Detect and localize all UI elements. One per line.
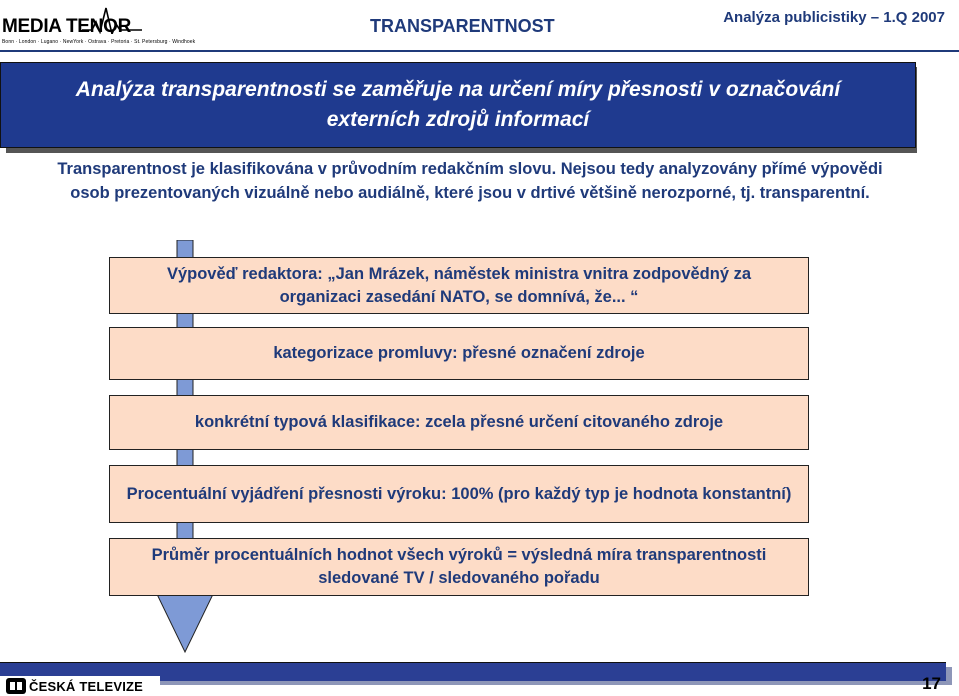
- step-box-average: [109, 538, 809, 596]
- logo-text: MEDIA TENOR: [2, 16, 131, 37]
- step-text: Výpověď redaktora: „Jan Mrázek, náměstek ministra vnitra zodpovědný za organizaci zasedání NATO, se domnívá, že... “: [166, 264, 752, 306]
- step-text: konkrétní typová klasifikace: zcela přesné určení citovaného zdroje: [194, 413, 724, 431]
- step-box-classification: [109, 395, 809, 450]
- step-text: kategorizace promluvy: přesné označení zdroje: [273, 344, 645, 362]
- banner-text: Analýza transparentnosti se zaměřuje na určení míry přesnosti v označování externích zdrojů informací: [75, 78, 841, 131]
- step-box-statement: [109, 257, 809, 314]
- logo-cities: Bonn · London · Lugano · NewYork · Ostrava · Pretoria · St. Petersburg · Windhoek: [2, 39, 196, 45]
- footer-brand: ČESKÁ TELEVIZE: [29, 678, 144, 694]
- step-box-categorization: [109, 327, 809, 380]
- ceska-televize-logo: [0, 676, 160, 696]
- page-title: TRANSPARENTNOST: [370, 16, 555, 36]
- ct-logo-icon: [6, 678, 26, 694]
- title-banner: [0, 62, 916, 148]
- header-subtitle: Analýza publicistiky – 1.Q 2007: [723, 9, 945, 26]
- step-text: Procentuální vyjádření přesnosti výroku: 100% (pro každý typ je hodnota konstantní): [126, 484, 792, 503]
- page-number: 17: [922, 674, 941, 693]
- step-text: Průměr procentuálních hodnot všech výroků = výsledná míra transparentnosti sledované TV / sledovaného pořadu: [151, 546, 767, 587]
- step-box-percentage: [109, 465, 809, 523]
- header-divider: [0, 50, 959, 52]
- media-tenor-logo: [2, 4, 196, 50]
- intro-paragraph: Transparentnost je klasifikována v průvodním redakčním slovu. Nejsou tedy analyzovány přímé výpovědi osob prezentovaných vizuálně nebo audiálně, které jsou v drtivé většině nerozporné, tj. transparentní.: [57, 160, 883, 202]
